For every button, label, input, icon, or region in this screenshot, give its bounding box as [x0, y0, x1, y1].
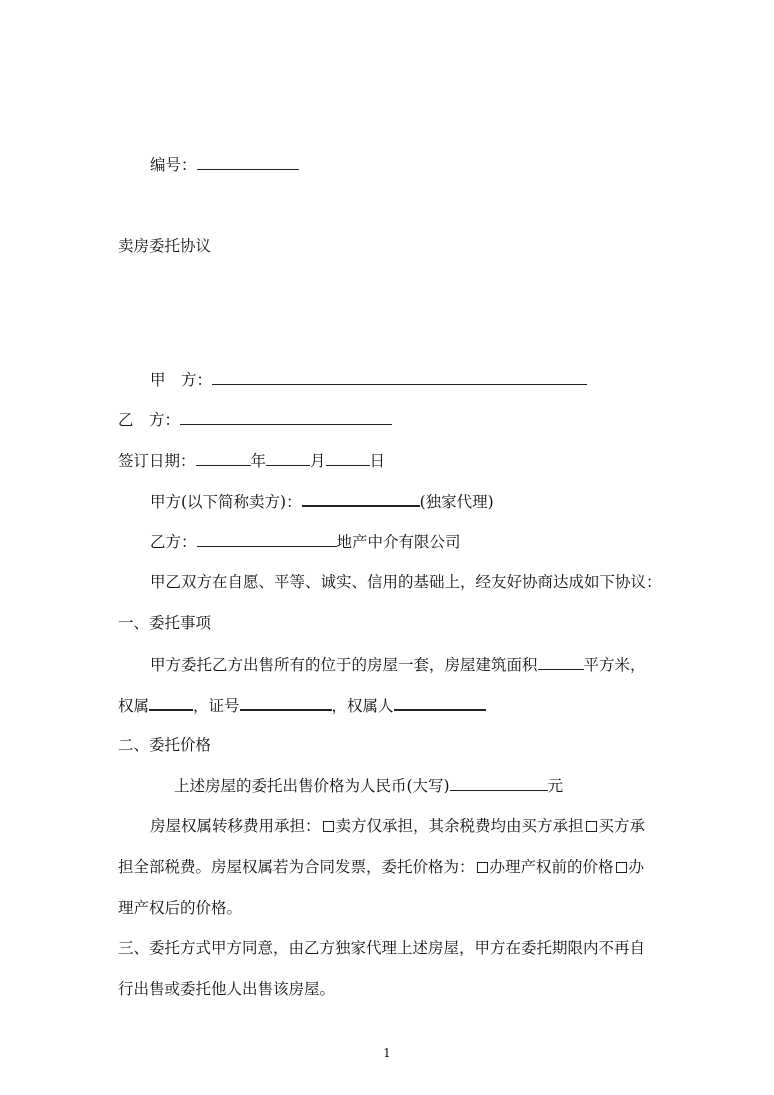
ownership-label: 权属 — [118, 697, 150, 715]
fee-line2 — [118, 857, 644, 877]
seller-row — [150, 490, 494, 512]
owner-label: ，权属人 — [331, 697, 394, 715]
certificate-label: ，证号 — [193, 697, 240, 715]
party-a-label: 甲 方： — [150, 371, 213, 389]
seller-suffix: (独家代理) — [419, 493, 494, 511]
fee-line2-text-b: 办理产权前的价格 — [489, 858, 614, 876]
fee-line1-text-b: 卖方仅承担，其余税费均由买方承担 — [335, 817, 584, 835]
owner-blank — [394, 694, 486, 711]
area-blank — [538, 654, 584, 670]
checkbox-price-before-title[interactable] — [477, 862, 488, 873]
fee-line2-text-a: 担全部税费。房屋权属若为合同发票，委托价格为： — [118, 858, 475, 876]
intro-paragraph: 甲乙双方在自愿、平等、诚实、信用的基础上，经友好协商达成如下协议： — [150, 573, 662, 591]
agent-suffix: 地产中介有限公司 — [336, 533, 461, 551]
day-label: 日 — [369, 452, 386, 470]
section1-line1-text-b: 平方米， — [583, 656, 646, 674]
checkbox-buyer-pays[interactable] — [586, 821, 597, 832]
fee-line1 — [150, 816, 645, 836]
ownership-blank — [149, 694, 193, 711]
seller-blank — [302, 490, 420, 507]
section3-line2: 行出售或委托他人出售该房屋。 — [118, 980, 336, 998]
agent-prefix: 乙方： — [150, 533, 197, 551]
price-row — [174, 775, 563, 796]
checkbox-seller-pays[interactable] — [323, 821, 334, 832]
section1-line1-text-a: 甲方委托乙方出售所有的位于的房屋一套，房屋建筑面积 — [150, 656, 538, 674]
fee-line1-text-c: 买方承 — [598, 817, 646, 835]
contract-number-blank — [197, 154, 299, 170]
party-b-blank — [180, 409, 392, 425]
price-unit: 元 — [547, 777, 564, 795]
fee-line3: 理产权后的价格。 — [118, 899, 243, 917]
agent-row — [150, 531, 461, 552]
document-title: 卖房委托协议 — [118, 237, 212, 255]
price-text: 上述房屋的委托出售价格为人民币(大写) — [174, 777, 450, 795]
certificate-blank — [240, 694, 332, 711]
section1-heading: 一、委托事项 — [118, 614, 212, 632]
sign-date-row — [118, 450, 385, 471]
price-blank — [450, 775, 548, 791]
section1-line1 — [150, 654, 646, 675]
party-a-row — [150, 369, 587, 390]
section2-heading: 二、委托价格 — [118, 736, 212, 754]
agent-blank — [197, 531, 337, 547]
month-label: 月 — [310, 452, 326, 470]
year-blank — [196, 450, 251, 466]
page-number: 1 — [383, 1046, 391, 1060]
day-blank — [326, 450, 370, 466]
checkbox-price-after-title[interactable] — [616, 862, 627, 873]
fee-line2-text-c: 办 — [628, 858, 645, 876]
section3-line1: 三、委托方式甲方同意，由乙方独家代理上述房屋，甲方在委托期限内不再自 — [118, 939, 646, 957]
fee-line1-text-a: 房屋权属转移费用承担： — [150, 817, 321, 835]
party-a-blank — [212, 369, 587, 385]
contract-number-label: 编号： — [150, 156, 197, 174]
month-blank — [266, 450, 310, 466]
section1-line2 — [118, 694, 486, 716]
sign-date-label: 签订日期： — [118, 452, 196, 470]
party-b-label: 乙 方： — [118, 411, 181, 429]
seller-prefix: 甲方(以下简称卖方)： — [150, 493, 302, 511]
year-label: 年 — [250, 452, 267, 470]
party-b-row — [118, 409, 392, 430]
contract-number-row — [150, 154, 299, 175]
